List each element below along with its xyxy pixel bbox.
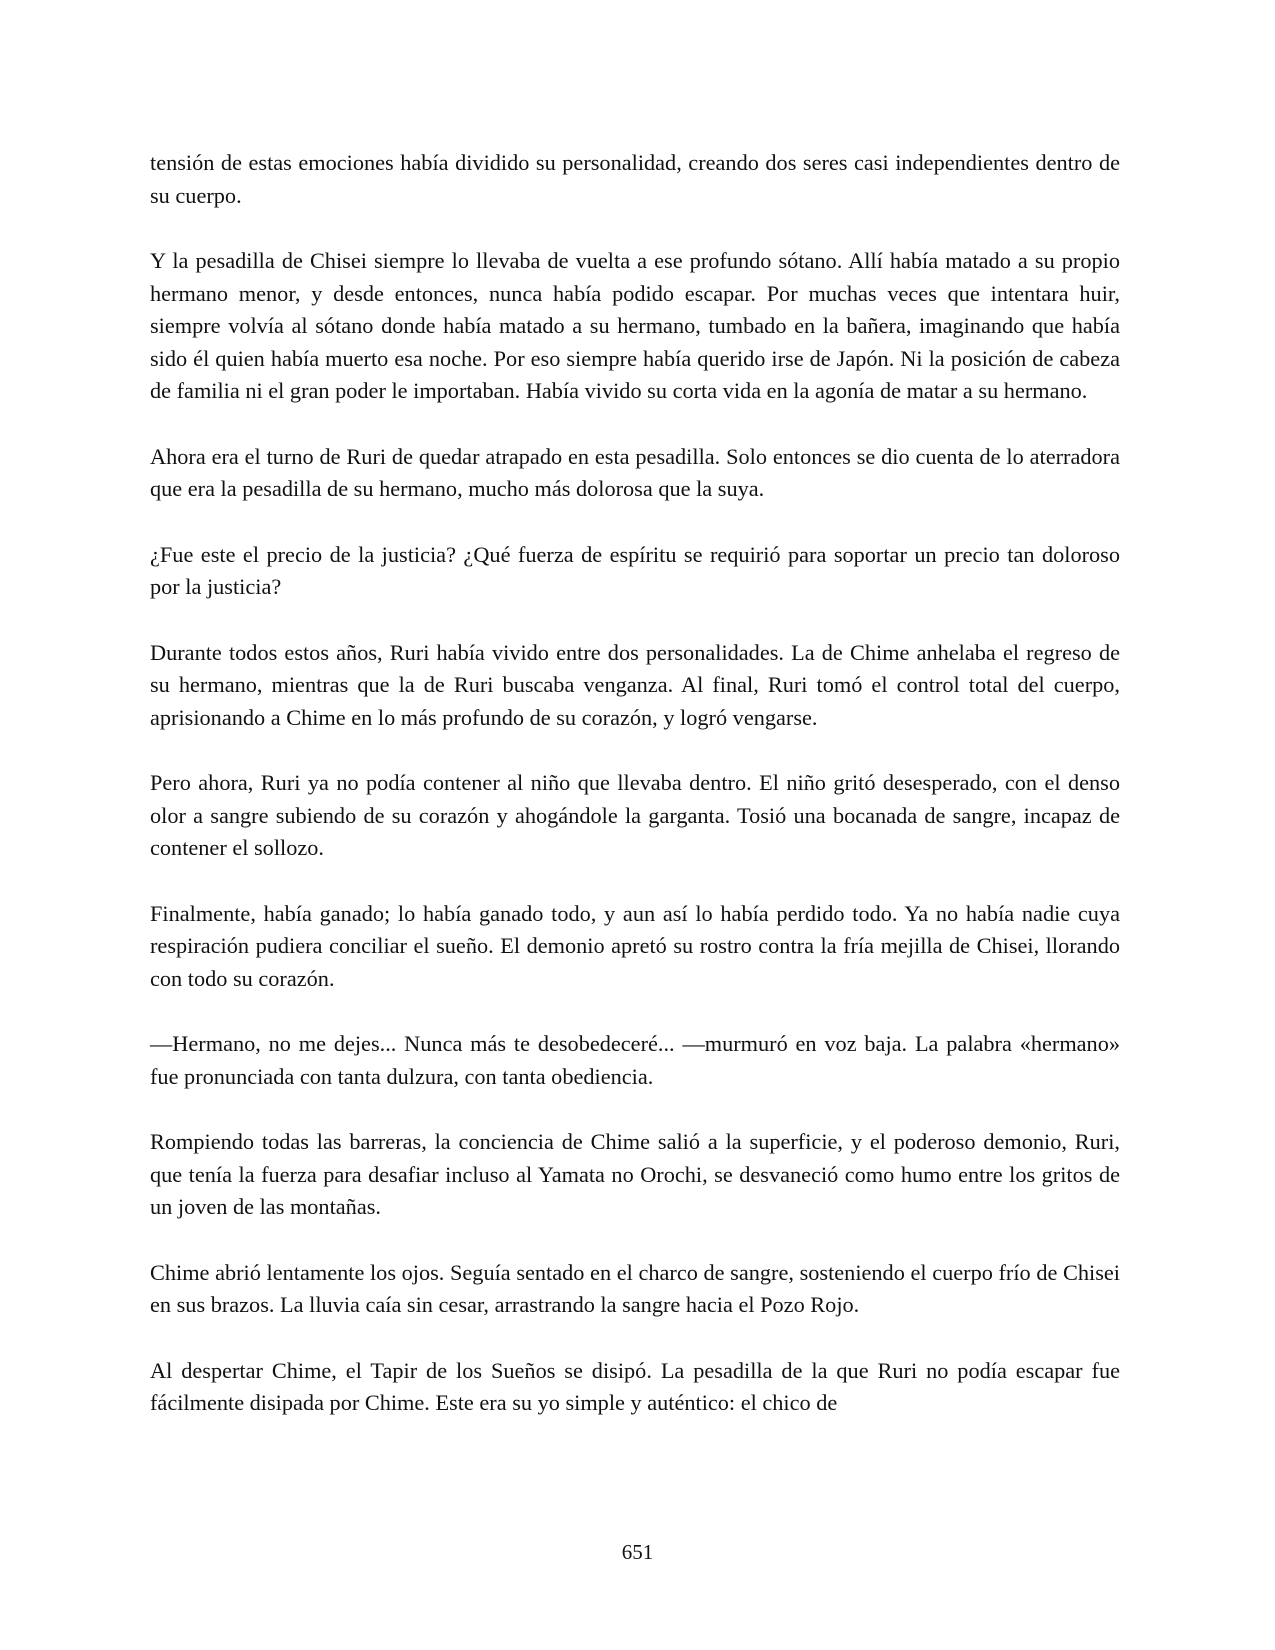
paragraph-8: —Hermano, no me dejes... Nunca más te desobedeceré... —murmuró en voz baja. La palabra «hermano» fue pronunciada con tanta dulzura, con tanta obediencia. xyxy=(150,1031,1120,1089)
paragraph-5: Durante todos estos años, Ruri había vivido entre dos personalidades. La de Chime anhelaba el regreso de su hermano, mientras que la de Ruri buscaba venganza. Al final, Ruri tomó el control total del cuerpo, aprisionando a Chime en lo más profundo de su corazón, y logró vengarse. xyxy=(150,639,1120,730)
page-number: 651 xyxy=(621,1540,654,1564)
paragraph-2: Y la pesadilla de Chisei siempre lo llevaba de vuelta a ese profundo sótano. Allí había matado a su propio hermano menor, y desde entonces, nunca había podido escapar. Por muchas veces que intentara huir, siempre volvía al sótano donde había matado a su hermano, tumbado en la bañera, imaginando que había sido él quien había muerto esa noche. Por eso siempre había querido irse de Japón. Ni la posición de cabeza de familia ni el gran poder le importaban. Había vivido su corta vida en la agonía de matar a su hermano. xyxy=(150,248,1120,403)
page-body xyxy=(150,147,1120,1420)
paragraph-10: Chime abrió lentamente los ojos. Seguía sentado en el charco de sangre, sosteniendo el cuerpo frío de Chisei en sus brazos. La lluvia caía sin cesar, arrastrando la sangre hacia el Pozo Rojo. xyxy=(150,1259,1120,1317)
paragraph-6: Pero ahora, Ruri ya no podía contener al niño que llevaba dentro. El niño gritó desesperado, con el denso olor a sangre subiendo de su corazón y ahogándole la garganta. Tosió una bocanada de sangre, incapaz de contener el sollozo. xyxy=(150,770,1120,860)
paragraph-7: Finalmente, había ganado; lo había ganado todo, y aun así lo había perdido todo. Ya no había nadie cuya respiración pudiera conciliar el sueño. El demonio apretó su rostro contra la fría mejilla de Chisei, llorando con todo su corazón. xyxy=(150,900,1120,991)
paragraph-11: Al despertar Chime, el Tapir de los Sueños se disipó. La pesadilla de la que Ruri no podía escapar fue fácilmente disipada por Chime. Este era su yo simple y auténtico: el chico de xyxy=(150,1357,1120,1415)
paragraph-3: Ahora era el turno de Ruri de quedar atrapado en esta pesadilla. Solo entonces se dio cuenta de lo aterradora que era la pesadilla de su hermano, mucho más dolorosa que la suya. xyxy=(150,443,1120,501)
paragraph-9: Rompiendo todas las barreras, la conciencia de Chime salió a la superficie, y el poderoso demonio, Ruri, que tenía la fuerza para desafiar incluso al Yamata no Orochi, se desvaneció como humo entre los gritos de un joven de las montañas. xyxy=(150,1129,1120,1219)
paragraph-1: tensión de estas emociones había dividido su personalidad, creando dos seres casi independientes dentro de su cuerpo. xyxy=(150,150,1120,208)
paragraph-4: ¿Fue este el precio de la justicia? ¿Qué fuerza de espíritu se requirió para soportar un precio tan doloroso por la justicia? xyxy=(150,541,1120,599)
